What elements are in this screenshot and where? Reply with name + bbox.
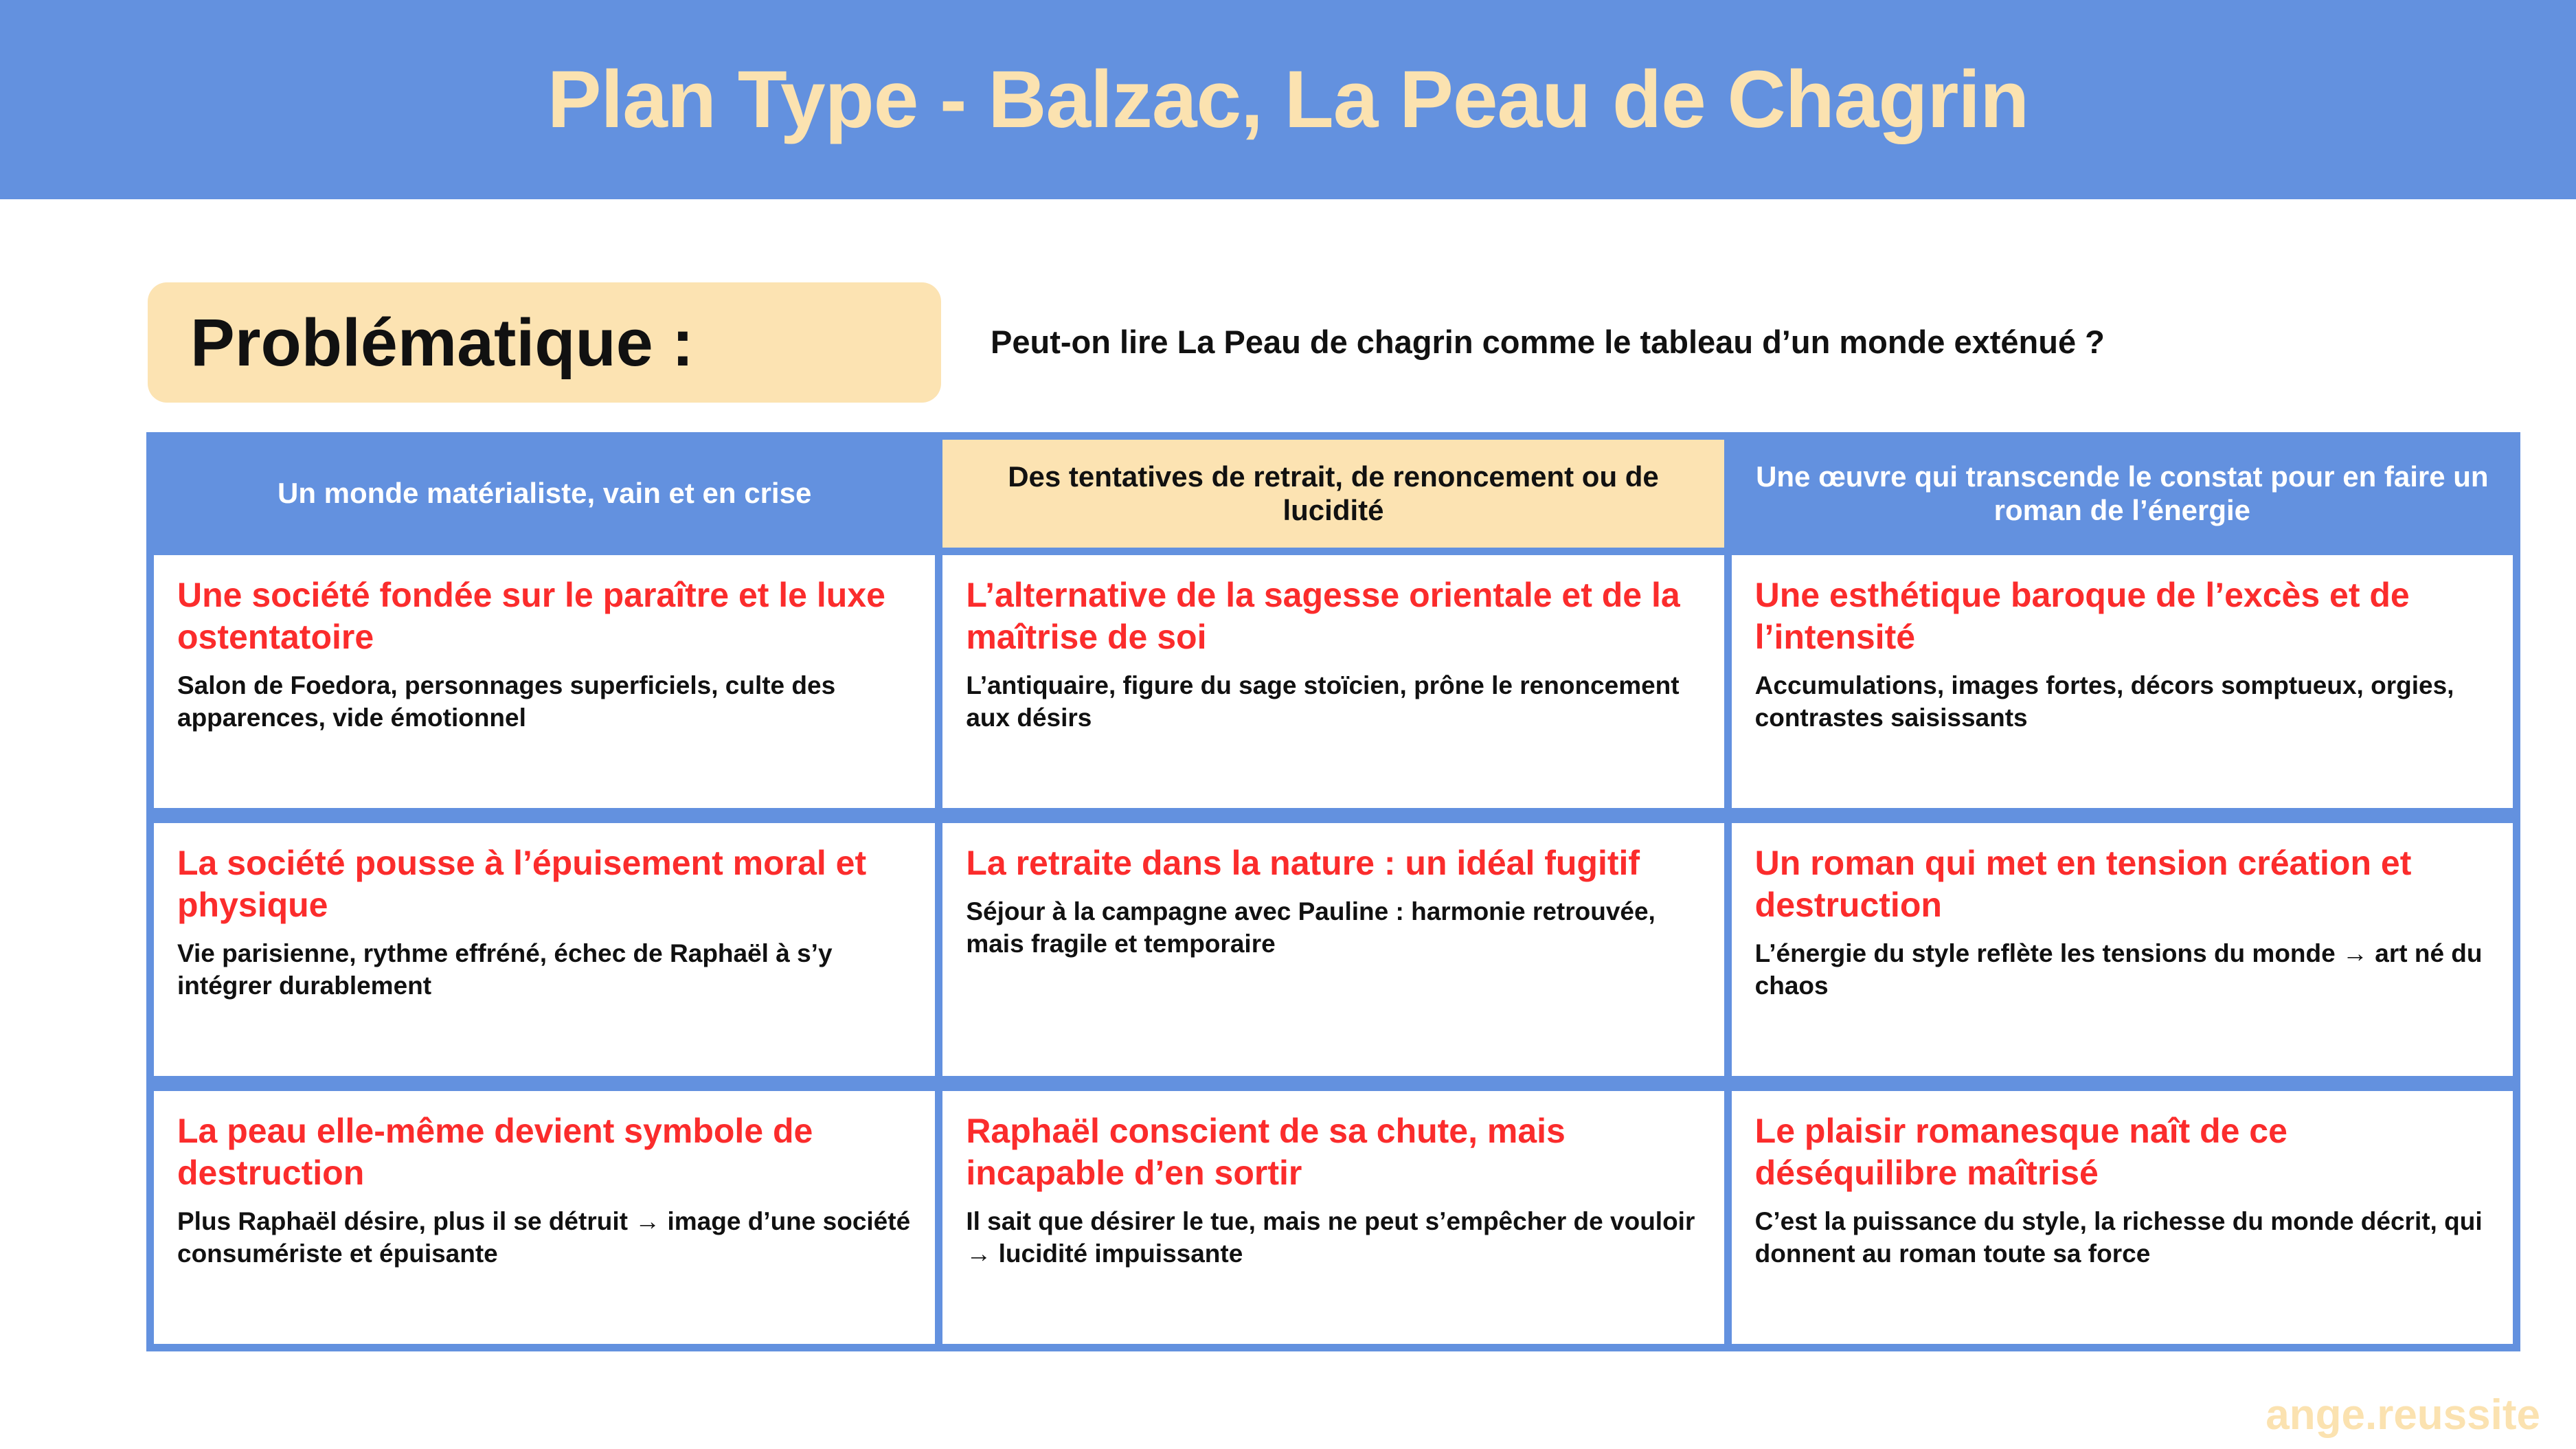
plan-table: [146, 432, 2520, 1351]
cell-body: Séjour à la campagne avec Pauline : harmonie retrouvée, mais fragile et temporaire: [966, 897, 1656, 958]
cell-body: L’énergie du style reflète les tensions du monde → art né du chaos: [1754, 939, 2483, 1000]
cell-title: L’alternative de la sagesse orientale et de la maîtrise de soi: [966, 576, 1680, 656]
cell-body: C’est la puissance du style, la richesse du monde décrit, qui donnent au roman toute sa force: [1754, 1207, 2483, 1268]
watermark: ange.reussite: [2266, 1391, 2540, 1439]
table-cell: [942, 816, 1731, 1083]
column-header-label: Des tentatives de retrait, de renoncement ou de lucidité: [1008, 460, 1659, 526]
problematique-question: Peut-on lire La Peau de chagrin comme le tableau d’un monde exténué ?: [991, 323, 2105, 360]
cell-body: Vie parisienne, rythme effréné, échec de Raphaël à s’y intégrer durablement: [177, 939, 833, 1000]
table-cell: [1732, 548, 2520, 816]
cell-title: La retraite dans la nature : un idéal fugitif: [966, 844, 1640, 882]
cell-title: La société pousse à l’épuisement moral et physique: [177, 844, 867, 924]
cell-body: L’antiquaire, figure du sage stoïcien, prône le renoncement aux désirs: [966, 671, 1680, 732]
cell-body: Plus Raphaël désire, plus il se détruit → image d’une société consumériste et épuisante: [177, 1207, 911, 1268]
cell-title: Une esthétique baroque de l’excès et de l’intensité: [1754, 576, 2410, 656]
cell-body: Il sait que désirer le tue, mais ne peut s’empêcher de vouloir → lucidité impuissante: [966, 1207, 1695, 1268]
table-column-header-2: [942, 440, 1731, 548]
table-column-header-3: [1732, 440, 2520, 548]
table-cell: [154, 548, 942, 816]
table-cell: [154, 816, 942, 1083]
column-header-label: Un monde matérialiste, vain et en crise: [278, 477, 812, 510]
problematique-section: [148, 280, 2415, 404]
problematique-label: Problématique :: [190, 304, 694, 380]
cell-body: Salon de Foedora, personnages superficiels, culte des apparences, vide émotionnel: [177, 671, 836, 732]
cell-title: Un roman qui met en tension création et destruction: [1754, 844, 2412, 924]
table-cell: [1732, 1083, 2520, 1351]
table-cell: [1732, 816, 2520, 1083]
cell-body: Accumulations, images fortes, décors somptueux, orgies, contrastes saisissants: [1754, 671, 2454, 732]
table-cell: [154, 1083, 942, 1351]
column-header-label: Une œuvre qui transcende le constat pour en faire un roman de l’énergie: [1756, 460, 2489, 526]
table-column-header-1: [154, 440, 942, 548]
cell-title: Le plaisir romanesque naît de ce déséquilibre maîtrisé: [1754, 1112, 2287, 1192]
table-cell: [942, 1083, 1731, 1351]
cell-title: Une société fondée sur le paraître et le luxe ostentatoire: [177, 576, 885, 656]
title-banner: [0, 0, 2576, 199]
cell-title: Raphaël conscient de sa chute, mais incapable d’en sortir: [966, 1112, 1566, 1192]
problematique-pill: [148, 282, 941, 403]
cell-title: La peau elle-même devient symbole de destruction: [177, 1112, 813, 1192]
table-cell: [942, 548, 1731, 816]
page-title: Plan Type - Balzac, La Peau de Chagrin: [547, 54, 2029, 145]
